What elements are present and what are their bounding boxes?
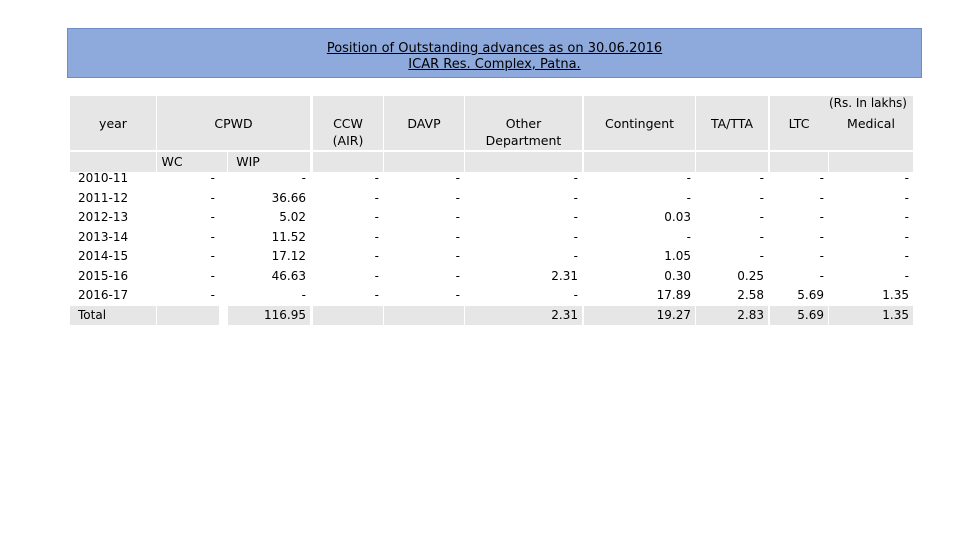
cell-other: - bbox=[573, 230, 578, 244]
cell-other: 2.31 bbox=[465, 306, 582, 325]
cell-wc: - bbox=[210, 230, 215, 244]
cell-wc: - bbox=[210, 171, 215, 185]
header-ccw-line2: (AIR) bbox=[332, 133, 364, 148]
header-tatta: TA/TTA bbox=[710, 116, 754, 131]
cell-wc: - bbox=[210, 191, 215, 205]
cell-ccw: - bbox=[374, 249, 379, 263]
cell-wc: - bbox=[210, 210, 215, 224]
cell-ccw: - bbox=[374, 191, 379, 205]
header-other-line2: Department bbox=[485, 133, 562, 148]
cell-davp bbox=[384, 306, 464, 325]
row-year: 2016-17 bbox=[78, 288, 129, 302]
cell-contingent: 17.89 bbox=[656, 288, 691, 302]
cell-davp: - bbox=[455, 171, 460, 185]
cell-wip: - bbox=[301, 288, 306, 302]
cell-tatta: - bbox=[759, 191, 764, 205]
cell-davp: - bbox=[455, 269, 460, 283]
report-subtitle: ICAR Res. Complex, Patna. bbox=[408, 57, 581, 72]
cell-ltc: - bbox=[819, 191, 824, 205]
cell-davp: - bbox=[455, 249, 460, 263]
cell-contingent: - bbox=[686, 191, 691, 205]
cell-medical: 1.35 bbox=[829, 306, 913, 325]
cell-tatta: 2.58 bbox=[737, 288, 764, 302]
cell-ltc: - bbox=[819, 210, 824, 224]
cell-ccw: - bbox=[374, 171, 379, 185]
cell-wip: 17.12 bbox=[271, 249, 306, 263]
cell-other: - bbox=[573, 249, 578, 263]
header-year: year bbox=[99, 116, 127, 131]
report-title: Position of Outstanding advances as on 30.06.2016 bbox=[326, 41, 663, 56]
cell-medical: - bbox=[904, 249, 909, 263]
cell-ccw: - bbox=[374, 230, 379, 244]
cell-contingent: - bbox=[686, 230, 691, 244]
row-year: 2014-15 bbox=[78, 249, 129, 263]
cell-contingent: 0.03 bbox=[664, 210, 691, 224]
title-banner bbox=[67, 28, 922, 78]
row-year: 2010-11 bbox=[78, 171, 129, 185]
cell-wip: 36.66 bbox=[271, 191, 306, 205]
cell-davp: - bbox=[455, 210, 460, 224]
cell-other: - bbox=[573, 171, 578, 185]
cell-davp: - bbox=[455, 230, 460, 244]
header-wip: WIP bbox=[236, 154, 260, 169]
cell-medical: - bbox=[904, 210, 909, 224]
header-contingent: Contingent bbox=[604, 116, 675, 131]
cell-ccw: - bbox=[374, 210, 379, 224]
header-davp: DAVP bbox=[407, 116, 441, 131]
cell-tatta: - bbox=[759, 210, 764, 224]
row-year: 2013-14 bbox=[78, 230, 129, 244]
row-year: Total bbox=[70, 306, 156, 325]
cell-ccw bbox=[313, 306, 383, 325]
cell-tatta: 0.25 bbox=[737, 269, 764, 283]
cell-ltc: - bbox=[819, 269, 824, 283]
cell-ltc: - bbox=[819, 249, 824, 263]
header-medical: Medical bbox=[847, 116, 895, 131]
cell-other: - bbox=[573, 191, 578, 205]
cell-ltc: 5.69 bbox=[797, 288, 824, 302]
cell-contingent: - bbox=[686, 171, 691, 185]
row-year: 2015-16 bbox=[78, 269, 129, 283]
cell-wip: 116.95 bbox=[228, 306, 310, 325]
cell-contingent: 19.27 bbox=[584, 306, 695, 325]
header-ltc: LTC bbox=[788, 116, 810, 131]
cell-wip: 5.02 bbox=[279, 210, 306, 224]
cell-tatta: - bbox=[759, 171, 764, 185]
cell-medical: - bbox=[904, 230, 909, 244]
cell-other: - bbox=[573, 288, 578, 302]
cell-ccw: - bbox=[374, 269, 379, 283]
cell-tatta: 2.83 bbox=[696, 306, 768, 325]
cell-other: 2.31 bbox=[551, 269, 578, 283]
cell-wip: 46.63 bbox=[271, 269, 306, 283]
cell-davp: - bbox=[455, 191, 460, 205]
row-year: 2012-13 bbox=[78, 210, 129, 224]
cell-wip: 11.52 bbox=[271, 230, 306, 244]
cell-medical: - bbox=[904, 191, 909, 205]
cell-wc: - bbox=[210, 288, 215, 302]
header-wc: WC bbox=[161, 154, 183, 169]
cell-wc bbox=[157, 306, 219, 325]
header-cpwd: CPWD bbox=[214, 116, 253, 131]
cell-contingent: 1.05 bbox=[664, 249, 691, 263]
cell-medical: 1.35 bbox=[882, 288, 909, 302]
header-other-line1: Other bbox=[505, 116, 542, 131]
cell-medical: - bbox=[904, 171, 909, 185]
units-note: (Rs. In lakhs) bbox=[828, 96, 907, 110]
cell-ltc: - bbox=[819, 171, 824, 185]
row-year: 2011-12 bbox=[78, 191, 129, 205]
cell-ltc: - bbox=[819, 230, 824, 244]
cell-tatta: - bbox=[759, 249, 764, 263]
cell-wc: - bbox=[210, 249, 215, 263]
cell-other: - bbox=[573, 210, 578, 224]
cell-ltc: 5.69 bbox=[770, 306, 828, 325]
cell-wc: - bbox=[210, 269, 215, 283]
header-ccw-line1: CCW bbox=[333, 116, 363, 131]
cell-davp: - bbox=[455, 288, 460, 302]
cell-contingent: 0.30 bbox=[664, 269, 691, 283]
cell-ccw: - bbox=[374, 288, 379, 302]
cell-wip: - bbox=[301, 171, 306, 185]
cell-medical: - bbox=[904, 269, 909, 283]
cell-tatta: - bbox=[759, 230, 764, 244]
